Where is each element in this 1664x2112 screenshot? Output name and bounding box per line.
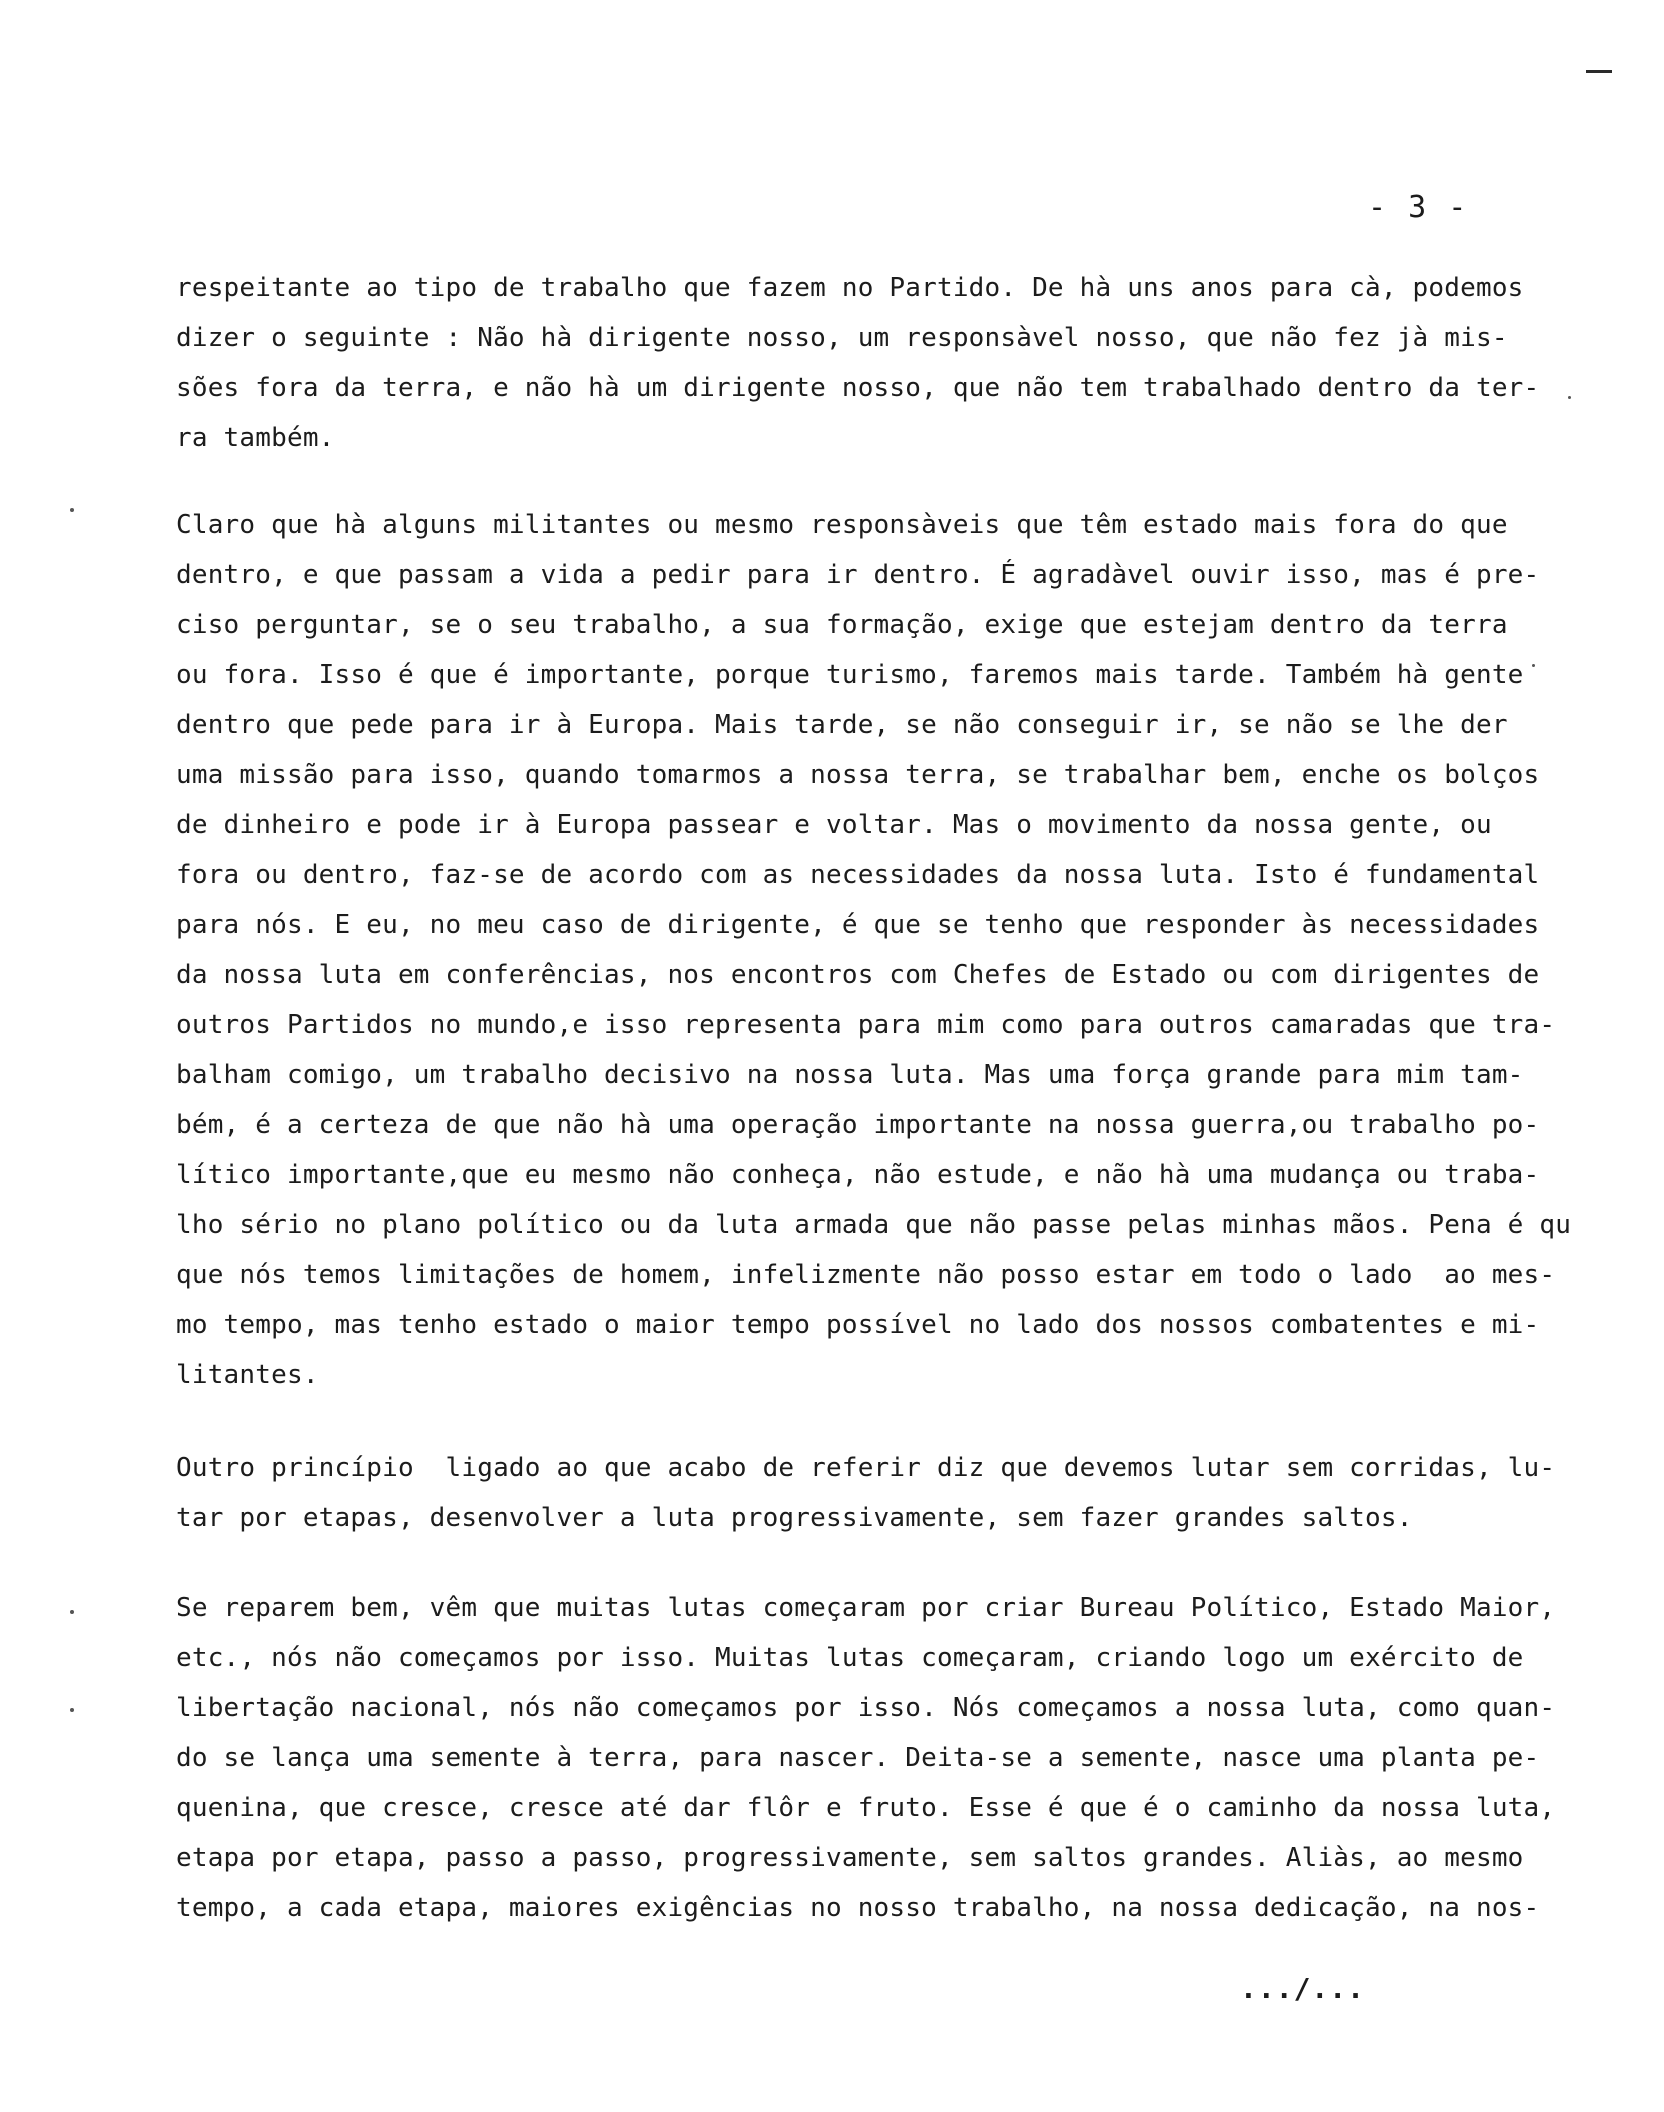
text-line: libertação nacional, nós não começamos por isso. Nós começamos a nossa luta, como quan- <box>176 1693 1556 1723</box>
text-line: balham comigo, um trabalho decisivo na nossa luta. Mas uma força grande para mim tam- <box>176 1060 1524 1090</box>
text-line: etc., nós não começamos por isso. Muitas lutas começaram, criando logo um exército de <box>176 1643 1524 1673</box>
text-line: sões fora da terra, e não hà um dirigente nosso, que não tem trabalhado dentro da ter- <box>176 373 1540 403</box>
page-number: - 3 - <box>1368 190 1469 225</box>
scan-speck <box>1568 396 1571 399</box>
text-line: quenina, que cresce, cresce até dar flôr e fruto. Esse é que é o caminho da nossa luta, <box>176 1793 1556 1823</box>
text-line: lítico importante,que eu mesmo não conheça, não estude, e não hà uma mudança ou traba- <box>176 1160 1540 1190</box>
text-line: do se lança uma semente à terra, para nascer. Deita-se a semente, nasce uma planta pe- <box>176 1743 1540 1773</box>
scan-speck <box>70 1610 74 1614</box>
text-line: ciso perguntar, se o seu trabalho, a sua formação, exige que estejam dentro da terra <box>176 610 1508 640</box>
paragraph-4 <box>176 1583 1556 1933</box>
text-line: da nossa luta em conferências, nos encontros com Chefes de Estado ou com dirigentes de <box>176 960 1540 990</box>
text-line: Se reparem bem, vêm que muitas lutas começaram por criar Bureau Político, Estado Maior, <box>176 1593 1556 1623</box>
scan-speck <box>70 508 74 512</box>
corner-mark <box>1586 70 1612 73</box>
text-line: Claro que hà alguns militantes ou mesmo responsàveis que têm estado mais fora do que <box>176 510 1508 540</box>
text-line: mo tempo, mas tenho estado o maior tempo possível no lado dos nossos combatentes e mi- <box>176 1310 1540 1340</box>
text-line: tempo, a cada etapa, maiores exigências no nosso trabalho, na nossa dedicação, na nos- <box>176 1893 1540 1923</box>
text-line: ra também. <box>176 423 335 453</box>
text-line: etapa por etapa, passo a passo, progressivamente, sem saltos grandes. Aliàs, ao mesmo <box>176 1843 1524 1873</box>
scan-speck <box>70 1708 74 1712</box>
text-line: bém, é a certeza de que não hà uma operação importante na nossa guerra,ou trabalho po- <box>176 1110 1540 1140</box>
text-line: lho sério no plano político ou da luta armada que não passe pelas minhas mãos. Pena é qu <box>176 1210 1572 1240</box>
text-line: que nós temos limitações de homem, infelizmente não posso estar em todo o lado ao mes- <box>176 1260 1556 1290</box>
text-line: litantes. <box>176 1360 319 1390</box>
text-line: outros Partidos no mundo,e isso representa para mim como para outros camaradas que tra- <box>176 1010 1556 1040</box>
text-line: Outro princípio ligado ao que acabo de referir diz que devemos lutar sem corridas, lu- <box>176 1453 1556 1483</box>
text-line: uma missão para isso, quando tomarmos a nossa terra, se trabalhar bem, enche os bolços <box>176 760 1540 790</box>
continuation-mark: .../... <box>1240 1972 1366 2005</box>
text-line: dizer o seguinte : Não hà dirigente nosso, um responsàvel nosso, que não fez jà mis- <box>176 323 1508 353</box>
text-line: dentro, e que passam a vida a pedir para ir dentro. É agradàvel ouvir isso, mas é pre- <box>176 560 1540 590</box>
text-line: de dinheiro e pode ir à Europa passear e voltar. Mas o movimento da nossa gente, ou <box>176 810 1492 840</box>
scan-speck <box>1532 664 1535 667</box>
paragraph-3 <box>176 1443 1556 1543</box>
text-line: respeitante ao tipo de trabalho que fazem no Partido. De hà uns anos para cà, podemos <box>176 273 1524 303</box>
paragraph-1 <box>176 263 1556 463</box>
paragraph-2 <box>176 500 1572 1400</box>
text-line: para nós. E eu, no meu caso de dirigente, é que se tenho que responder às necessidades <box>176 910 1540 940</box>
text-line: ou fora. Isso é que é importante, porque turismo, faremos mais tarde. Também hà gente <box>176 660 1524 690</box>
text-line: tar por etapas, desenvolver a luta progressivamente, sem fazer grandes saltos. <box>176 1503 1413 1533</box>
text-line: fora ou dentro, faz-se de acordo com as necessidades da nossa luta. Isto é fundamental <box>176 860 1540 890</box>
text-line: dentro que pede para ir à Europa. Mais tarde, se não conseguir ir, se não se lhe der <box>176 710 1508 740</box>
